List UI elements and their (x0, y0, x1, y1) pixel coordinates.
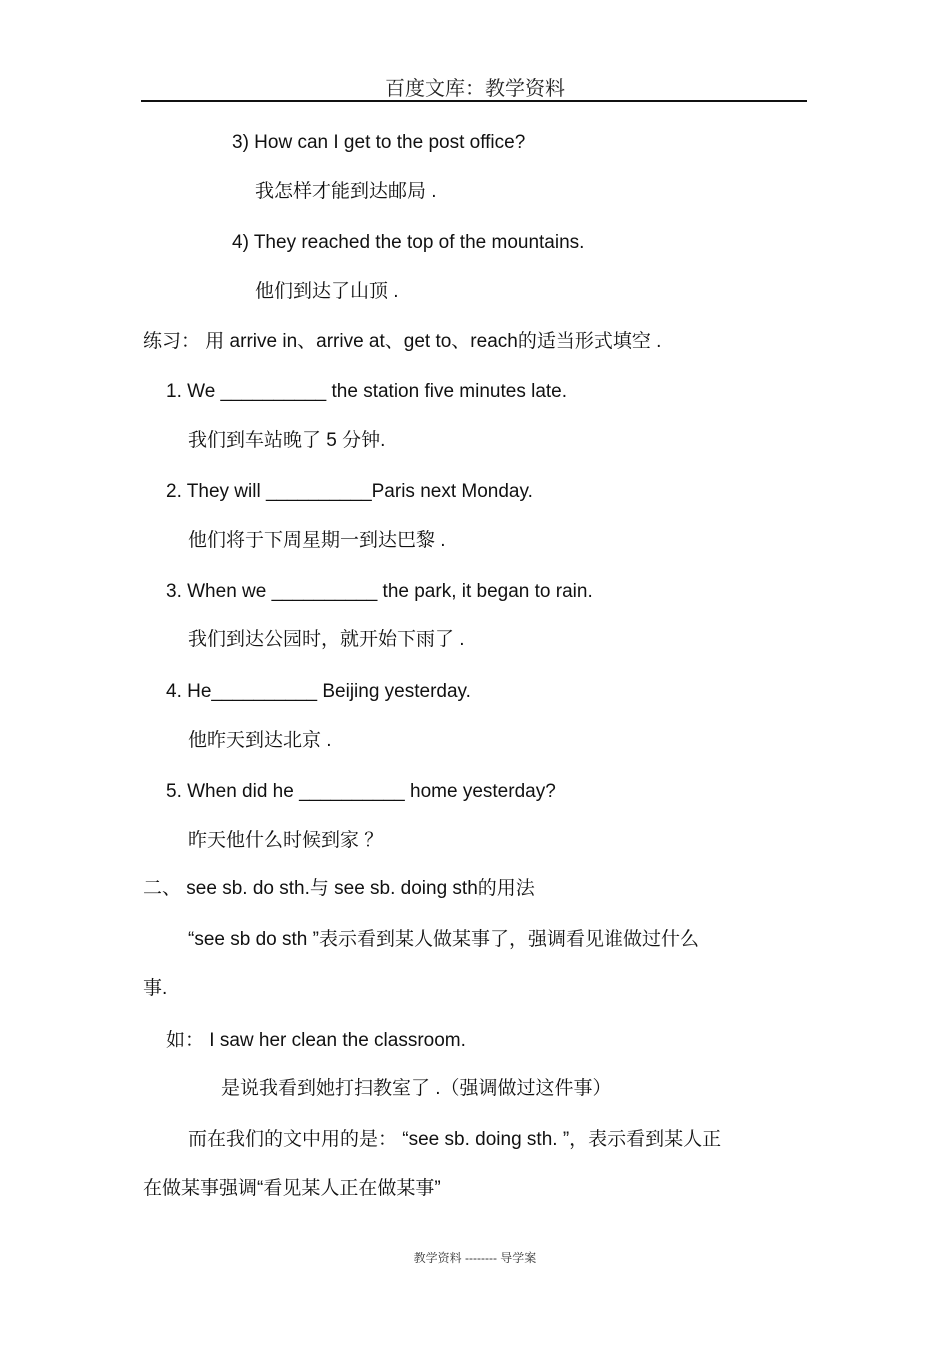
section-2-paragraph-2-line-2: 在做某事强调“看见某人正在做某事” (143, 1178, 441, 1199)
exercise-item-5-chinese: 昨天他什么时候到家 ？ (188, 830, 384, 851)
page-header-title: 百度文库：教学资料 (385, 76, 565, 100)
section-2-paragraph-2-line-1: 而在我们的文中用的是： “see sb. doing sth. ”，表示看到某人正 (188, 1129, 722, 1150)
exercise-item-2-chinese: 他们将于下周星期一到达巴黎 . (188, 530, 446, 551)
exercise-item-4-english: 4. He__________ Beijing yesterday. (166, 681, 471, 702)
exercise-item-1-chinese: 我们到车站晚了 5 分钟. (188, 430, 386, 451)
exercise-item-4-chinese: 他昨天到达北京 . (188, 730, 332, 751)
section-2-paragraph-1-line-1: “see sb do sth ”表示看到某人做某事了，强调看见谁做过什么 (188, 929, 699, 950)
exercise-heading: 练习： 用 arrive in、arrive at、get to、reach的适当形式填空 . (143, 331, 662, 352)
example-3-english: 3) How can I get to the post office? (232, 132, 526, 153)
example-3-chinese: 我怎样才能到达邮局 . (255, 181, 437, 202)
section-2-example-english: 如： I saw her clean the classroom. (166, 1030, 466, 1051)
exercise-item-5-english: 5. When did he __________ home yesterday? (166, 781, 556, 802)
exercise-item-2-english: 2. They will __________Paris next Monday. (166, 481, 533, 502)
exercise-item-1-english: 1. We __________ the station five minutes late. (166, 381, 568, 402)
section-2-example-chinese: 是说我看到她打扫教室了 .（强调做过这件事） (221, 1078, 612, 1099)
section-2-heading: 二、 see sb. do sth.与 see sb. doing sth的用法 (143, 878, 535, 899)
example-4-english: 4) They reached the top of the mountains. (232, 232, 585, 253)
header-divider (141, 100, 807, 102)
exercise-item-3-chinese: 我们到达公园时，就开始下雨了 . (188, 629, 465, 650)
section-2-paragraph-1-line-2: 事. (143, 978, 168, 999)
example-4-chinese: 他们到达了山顶 . (255, 281, 399, 302)
exercise-item-3-english: 3. When we __________ the park, it began to rain. (166, 581, 593, 602)
page-footer: 教学资料 -------- 导学案 (413, 1251, 537, 1265)
